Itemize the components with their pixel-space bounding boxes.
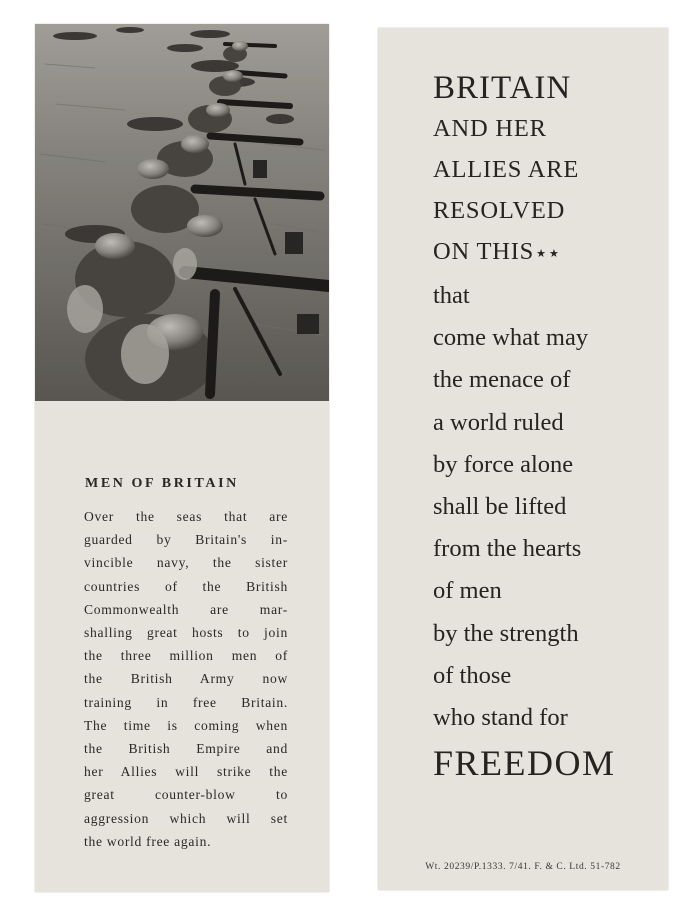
verse-line: a world ruled — [433, 408, 564, 436]
body-line: the British Army now — [84, 671, 288, 687]
body-line: the three million men of — [84, 648, 288, 664]
body-line: her Allies will strike the — [84, 764, 288, 780]
body-line: Over the seas that are — [84, 509, 288, 524]
verse-line: by the strength — [433, 619, 579, 647]
verse-line: the menace of — [433, 366, 571, 394]
body-line: great counter-blow to — [84, 787, 288, 803]
verse-line: RESOLVED — [433, 197, 566, 224]
body-line: training in free Britain. — [84, 694, 288, 710]
verse-text: ON THIS — [433, 238, 535, 265]
men-of-britain-body — [84, 505, 288, 853]
body-line: The time is coming when — [84, 717, 288, 733]
verse-line: come what may — [433, 324, 589, 352]
body-line: countries of the British — [84, 578, 288, 594]
print-code-footer: Wt. 20239/P.1333. 7/41. F. & C. Ltd. 51-782 — [425, 862, 621, 872]
body-line: the world free again. — [84, 833, 212, 849]
verse-line: by force alone — [433, 450, 574, 478]
stars-ornament: ★★ — [536, 248, 562, 260]
verse-line-on-this — [433, 231, 616, 275]
body-line: aggression which will set — [84, 810, 288, 826]
resolution-verse — [433, 68, 616, 787]
verse-line-freedom: FREEDOM — [433, 743, 616, 784]
soldiers-machine-gun-photo — [35, 24, 329, 401]
body-line: Commonwealth are mar- — [84, 601, 288, 617]
body-line: guarded by Britain's in- — [84, 532, 288, 548]
verse-line: shall be lifted — [433, 493, 567, 521]
men-of-britain-heading: MEN OF BRITAIN — [85, 476, 239, 491]
body-line: the British Empire and — [84, 741, 288, 757]
right-leaflet-panel — [378, 28, 668, 890]
left-leaflet-panel — [35, 24, 329, 892]
verse-line: who stand for — [433, 704, 568, 732]
body-line: vincible navy, the sister — [84, 555, 288, 571]
verse-line: of men — [433, 577, 502, 605]
verse-line: ALLIES ARE — [433, 156, 580, 183]
body-line: shalling great hosts to join — [84, 625, 288, 641]
verse-line: of those — [433, 661, 512, 689]
verse-line-britain: BRITAIN — [433, 70, 572, 106]
verse-line: AND HER — [433, 115, 547, 142]
verse-line: that — [433, 282, 470, 309]
verse-line: from the hearts — [433, 535, 582, 563]
